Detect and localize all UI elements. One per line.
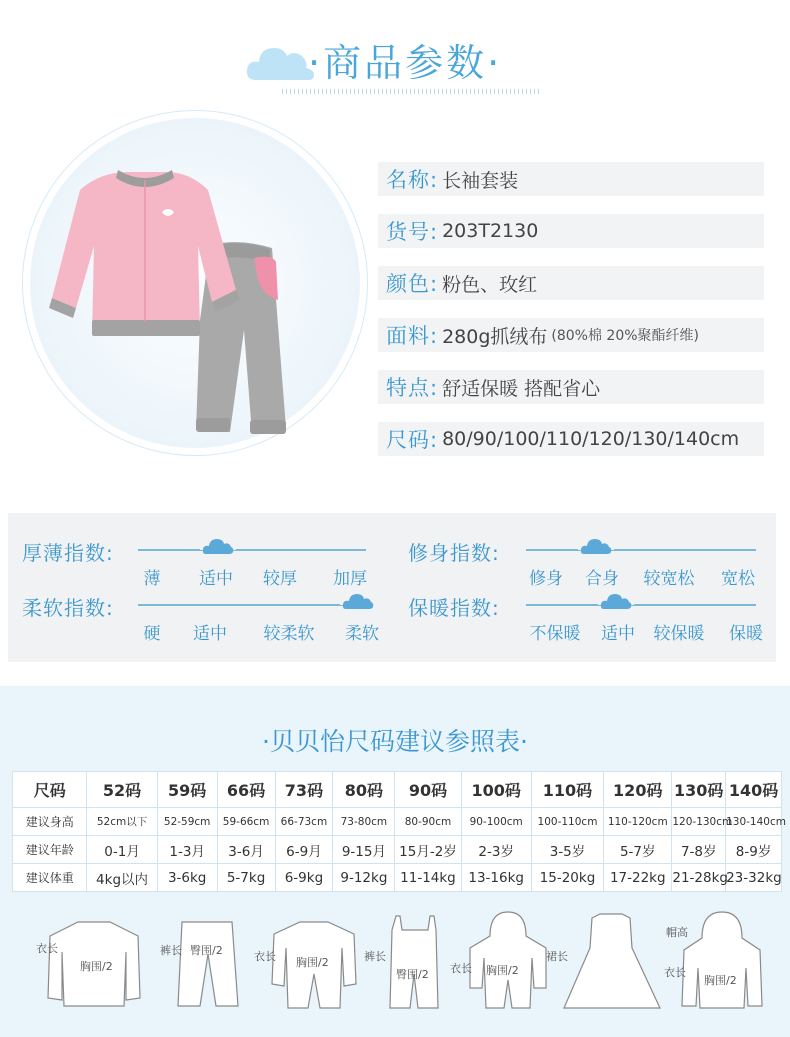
table-cell: 9-12kg — [333, 864, 395, 892]
fit-index-label: 修身指数: — [408, 541, 500, 565]
table-header-cell: 尺码 — [13, 772, 87, 808]
chest-label: 胸围/2 — [704, 974, 737, 987]
spec-label: 尺码: — [386, 428, 439, 452]
fit-option: 宽松 — [721, 569, 755, 589]
pants-outline — [178, 922, 238, 1006]
table-cell: 15月-2岁 — [395, 836, 461, 864]
softness-option: 适中 — [193, 624, 227, 644]
size-table — [12, 771, 786, 892]
warmth-scale-line — [526, 604, 756, 606]
thickness-option: 适中 — [199, 569, 233, 589]
table-row-height — [13, 808, 782, 836]
cloud-indicator-icon — [202, 536, 234, 556]
table-cell: 8-9岁 — [726, 836, 782, 864]
cloud-indicator-icon — [600, 591, 632, 611]
table-row-label: 建议身高 — [13, 808, 87, 836]
spec-value: 203T2130 — [442, 220, 539, 242]
table-cell: 3-6月 — [217, 836, 275, 864]
spec-value: 80/90/100/110/120/130/140cm — [442, 428, 740, 450]
dress-outline — [564, 914, 660, 1008]
table-cell: 11-14kg — [395, 864, 461, 892]
section-title: ·商品参数· — [308, 41, 503, 85]
spec-row-item-no — [378, 214, 764, 248]
spec-label: 面料: — [386, 324, 439, 348]
fit-option: 较宽松 — [643, 569, 695, 589]
softness-option: 柔软 — [345, 624, 379, 644]
pants-length-label: 裤长 — [160, 944, 182, 957]
cloud-indicator-icon — [580, 536, 612, 556]
table-cell: 9-15月 — [333, 836, 395, 864]
spec-label: 名称: — [386, 168, 439, 192]
table-cell: 4kg以内 — [87, 864, 157, 892]
product-image — [40, 150, 300, 450]
spec-note: (80%棉 20%聚酯纤维) — [551, 328, 700, 344]
table-cell: 110-120cm — [604, 808, 672, 836]
fit-option: 合身 — [585, 569, 619, 589]
table-header-cell: 66码 — [217, 772, 275, 808]
table-row-age — [13, 836, 782, 864]
table-row-label: 建议体重 — [13, 864, 87, 892]
top-length-label: 衣长 — [450, 962, 472, 975]
table-cell: 73-80cm — [333, 808, 395, 836]
table-cell: 13-16kg — [461, 864, 531, 892]
table-cell: 21-28kg — [672, 864, 726, 892]
spec-value: 280g抓绒布 — [442, 325, 548, 348]
spec-label: 颜色: — [386, 272, 439, 296]
hooded-jacket-outline — [682, 912, 762, 1008]
table-cell: 80-90cm — [395, 808, 461, 836]
table-row-label: 建议年龄 — [13, 836, 87, 864]
spec-value: 长袖套装 — [442, 169, 519, 192]
table-cell: 52cm以下 — [87, 808, 157, 836]
table-header-cell: 90码 — [395, 772, 461, 808]
table-cell: 3-6kg — [157, 864, 217, 892]
spec-row-color — [378, 266, 764, 300]
table-cell: 6-9月 — [275, 836, 333, 864]
hip-label: 臀围/2 — [396, 968, 429, 981]
top-length-label: 衣长 — [36, 942, 58, 955]
warmth-option: 适中 — [601, 624, 635, 644]
table-cell: 0-1月 — [87, 836, 157, 864]
spec-label: 特点: — [386, 376, 439, 400]
warmth-option: 不保暖 — [529, 624, 581, 644]
chest-label: 胸围/2 — [80, 960, 113, 973]
spec-row-name — [378, 162, 764, 196]
table-cell: 90-100cm — [461, 808, 531, 836]
warmth-option: 较保暖 — [653, 624, 705, 644]
table-cell: 59-66cm — [217, 808, 275, 836]
top-length-label: 衣长 — [664, 966, 686, 979]
spec-row-size — [378, 422, 764, 456]
table-cell: 5-7kg — [217, 864, 275, 892]
table-cell: 23-32kg — [726, 864, 782, 892]
softness-option: 较柔软 — [263, 624, 315, 644]
softness-option: 硬 — [143, 624, 161, 644]
top-length-label: 衣长 — [254, 950, 276, 963]
thickness-scale-line — [138, 549, 366, 551]
table-cell: 15-20kg — [531, 864, 603, 892]
chest-label: 胸围/2 — [486, 964, 519, 977]
measurement-diagrams — [0, 908, 790, 1018]
table-header-cell: 52码 — [87, 772, 157, 808]
size-table-header-row — [13, 772, 782, 808]
warmth-index-label: 保暖指数: — [408, 596, 500, 620]
table-header-cell: 100码 — [461, 772, 531, 808]
fit-option: 修身 — [529, 569, 563, 589]
table-header-cell: 73码 — [275, 772, 333, 808]
thickness-option: 较厚 — [263, 569, 297, 589]
skirt-length-label: 裙长 — [546, 950, 568, 963]
table-header-cell: 80码 — [333, 772, 395, 808]
softness-scale-line — [138, 604, 372, 606]
cloud-indicator-icon — [342, 591, 374, 611]
hip-label: 臀围/2 — [190, 944, 223, 957]
title-underline — [282, 89, 542, 94]
thickness-index-label: 厚薄指数: — [22, 541, 114, 565]
table-header-cell: 120码 — [604, 772, 672, 808]
table-cell: 100-110cm — [531, 808, 603, 836]
hood-height-label: 帽高 — [666, 926, 688, 939]
thickness-option: 薄 — [143, 569, 161, 589]
table-cell: 5-7岁 — [604, 836, 672, 864]
warmth-option: 保暖 — [729, 624, 763, 644]
table-header-cell: 140码 — [726, 772, 782, 808]
spec-label: 货号: — [386, 220, 439, 244]
pants-length-label: 裤长 — [364, 950, 386, 963]
spec-row-features — [378, 370, 764, 404]
table-cell: 3-5岁 — [531, 836, 603, 864]
table-cell: 66-73cm — [275, 808, 333, 836]
fit-scale-line — [526, 549, 756, 551]
table-header-cell: 59码 — [157, 772, 217, 808]
table-header-cell: 130码 — [672, 772, 726, 808]
softness-index-label: 柔软指数: — [22, 596, 114, 620]
table-row-weight — [13, 864, 782, 892]
chest-label: 胸围/2 — [296, 956, 329, 969]
spec-value: 粉色、玫红 — [442, 273, 538, 296]
overalls-outline — [390, 916, 438, 1008]
table-cell: 52-59cm — [157, 808, 217, 836]
table-cell: 2-3岁 — [461, 836, 531, 864]
table-cell: 7-8岁 — [672, 836, 726, 864]
thickness-option: 加厚 — [333, 569, 367, 589]
spec-row-fabric — [378, 318, 764, 352]
section-header — [0, 22, 790, 102]
table-header-cell: 110码 — [531, 772, 603, 808]
table-cell: 120-130cm — [672, 808, 726, 836]
table-cell: 130-140cm — [726, 808, 782, 836]
table-cell: 17-22kg — [604, 864, 672, 892]
size-guide-title: ·贝贝怡尺码建议参照表· — [262, 727, 528, 756]
spec-value: 舒适保暖 搭配省心 — [442, 377, 601, 400]
cloud-icon — [246, 40, 316, 84]
table-cell: 6-9kg — [275, 864, 333, 892]
table-cell: 1-3月 — [157, 836, 217, 864]
hooded-romper-outline — [470, 912, 546, 1008]
